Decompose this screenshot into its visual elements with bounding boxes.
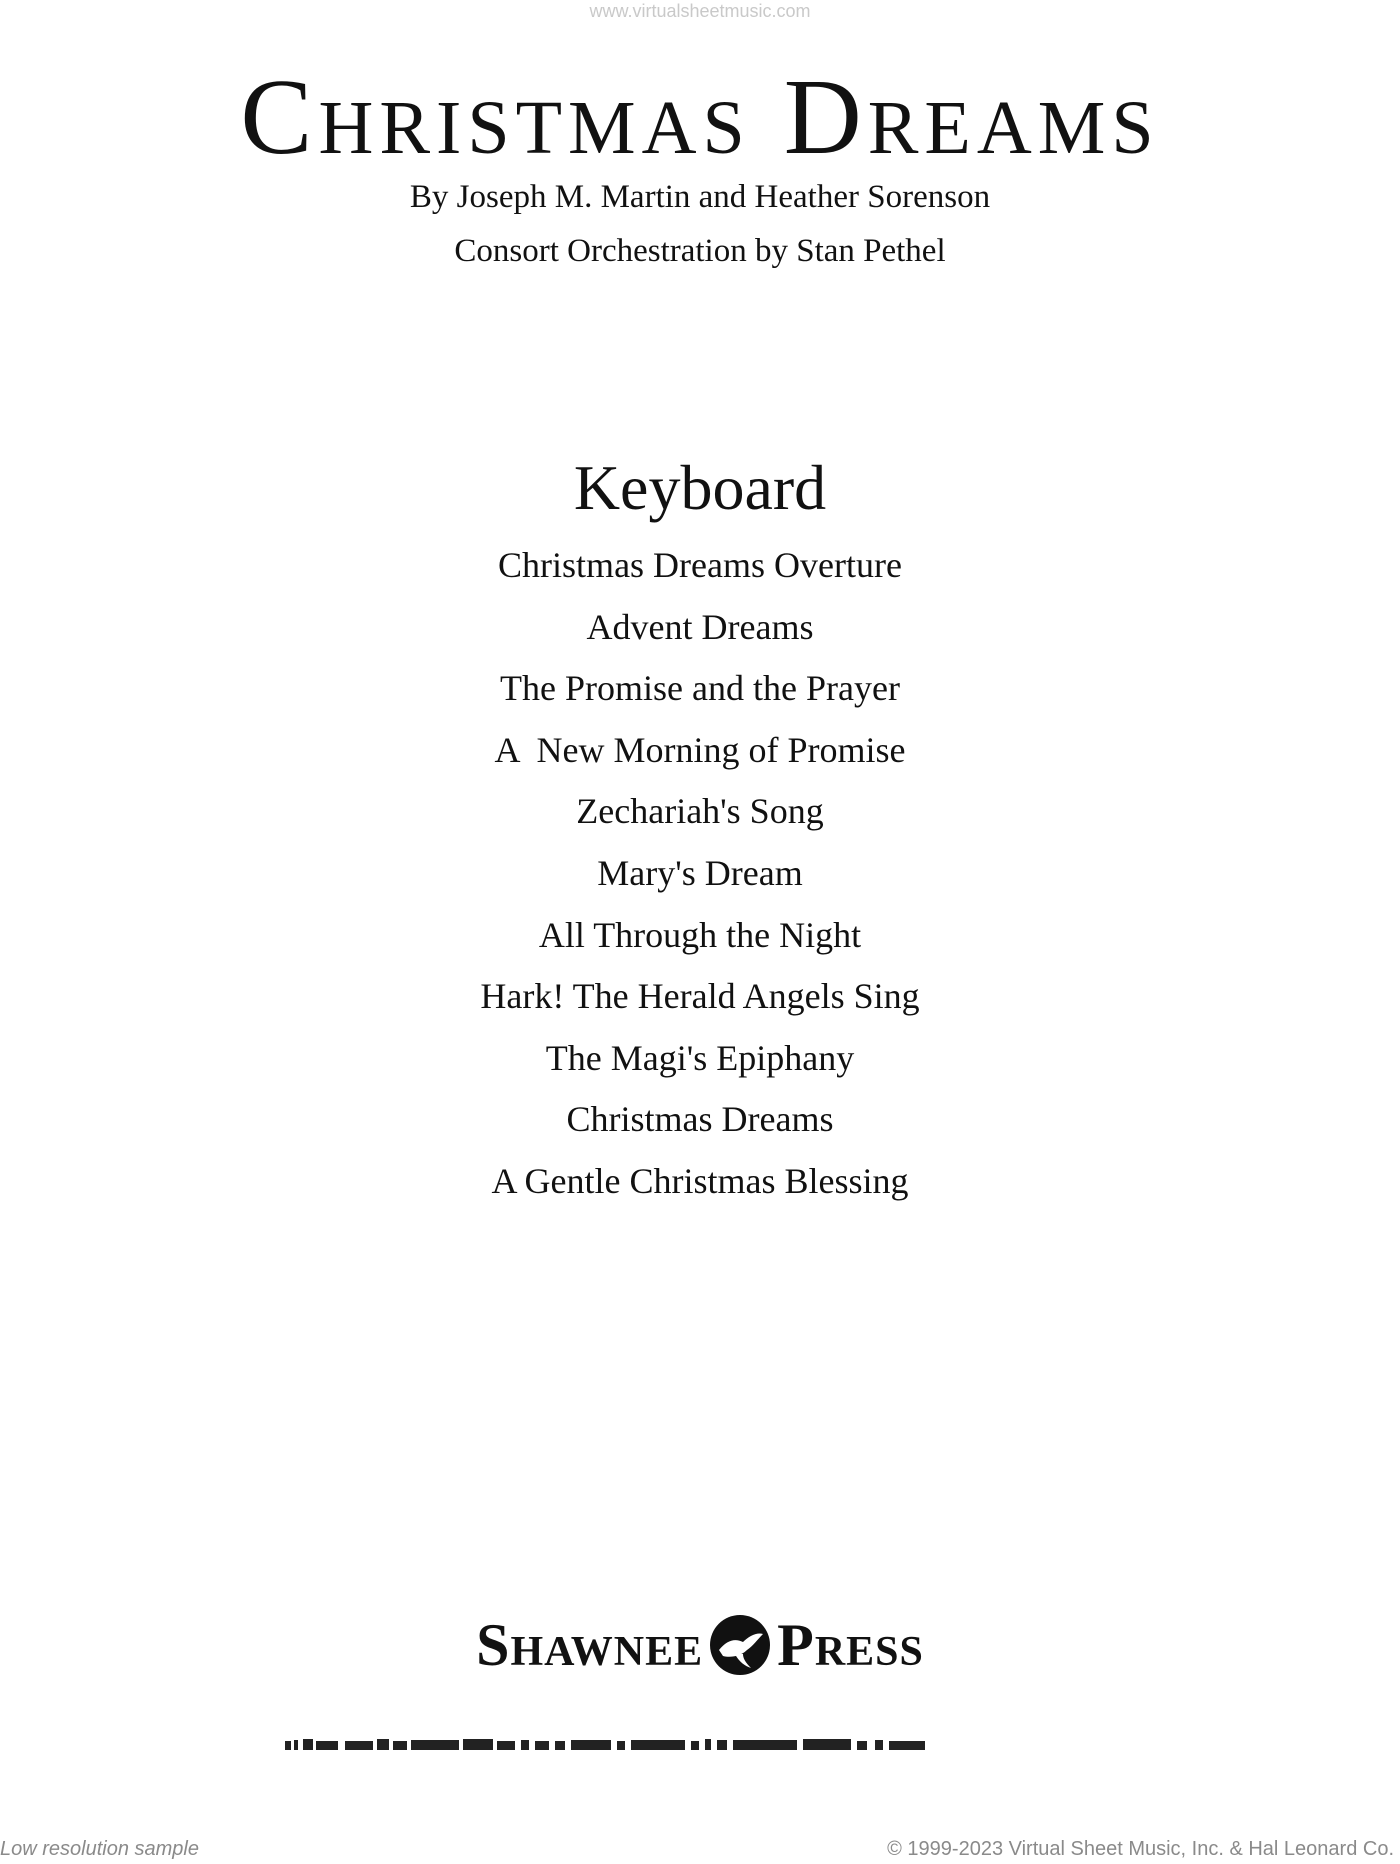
dove-icon bbox=[705, 1610, 775, 1680]
list-item: Christmas Dreams Overture bbox=[498, 545, 902, 585]
composer-credit: By Joseph M. Martin and Heather Sorenson bbox=[409, 179, 991, 215]
catalog-code-glyphs bbox=[285, 1735, 1115, 1755]
contents-list bbox=[0, 535, 1400, 1213]
list-item: Christmas Dreams bbox=[566, 1099, 834, 1140]
part-name: Keyboard bbox=[573, 452, 827, 523]
list-item: The Promise and the Prayer bbox=[500, 668, 900, 709]
credits-block bbox=[0, 170, 1400, 278]
publisher-logo bbox=[0, 1604, 1400, 1680]
orchestration-credit: Consort Orchestration by Stan Pethel bbox=[454, 233, 946, 269]
list-item: Hark! The Herald Angels Sing bbox=[480, 976, 920, 1017]
publisher-name-right: Press bbox=[777, 1612, 924, 1679]
list-item: The Magi's Epiphany bbox=[545, 1037, 855, 1078]
page-title: Christmas Dreams bbox=[240, 58, 1160, 177]
list-item: A New Morning of Promise bbox=[494, 729, 906, 770]
list-item: Mary's Dream bbox=[597, 852, 803, 893]
publisher-name-left: Shawnee bbox=[476, 1612, 704, 1679]
list-item: Zechariah's Song bbox=[576, 791, 824, 832]
watermark-url: www.virtualsheetmusic.com bbox=[589, 1, 811, 21]
list-item: Advent Dreams bbox=[586, 606, 814, 647]
copyright-notice: © 1999-2023 Virtual Sheet Music, Inc. & Hal Leonard Co. bbox=[887, 1838, 1394, 1860]
list-item: A Gentle Christmas Blessing bbox=[491, 1160, 909, 1201]
low-resolution-notice: Low resolution sample bbox=[0, 1838, 199, 1860]
list-item: All Through the Night bbox=[538, 914, 862, 955]
